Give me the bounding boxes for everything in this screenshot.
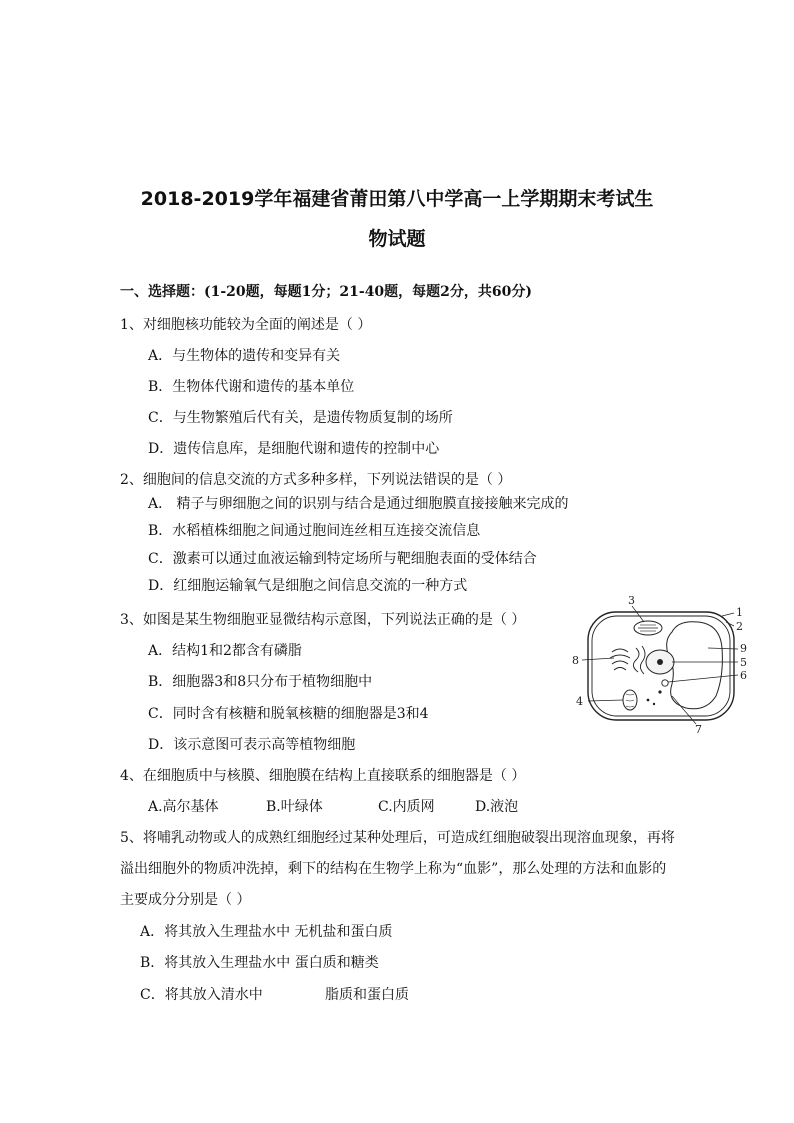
question-4-option-d: D.液泡: [475, 799, 519, 815]
diagram-label-1: 1: [736, 606, 743, 619]
question-2-stem: 2、细胞间的信息交流的方式多种多样，下列说法错误的是（ ）: [120, 472, 512, 488]
question-3-option-c: C．同时含有核糖和脱氧核糖的细胞器是3和4: [148, 706, 429, 722]
section-heading: 一、选择题：(1-20题，每题1分；21-40题，每题2分，共60分): [120, 284, 533, 300]
question-3-option-a: A．结构1和2都含有磷脂: [148, 643, 302, 659]
question-1-option-b: B．生物体代谢和遗传的基本单位: [148, 379, 355, 395]
question-2-option-b: B．水稻植株细胞之间通过胞间连丝相互连接交流信息: [148, 523, 481, 539]
question-5-option-c: C．将其放入清水中 脂质和蛋白质: [140, 987, 410, 1003]
question-5-stem-line-2: 溢出细胞外的物质冲洗掉，剩下的结构在生物学上称为“血影”，那么处理的方法和血影的: [120, 861, 667, 877]
question-5-option-a: A．将其放入生理盐水中 无机盐和蛋白质: [140, 924, 393, 940]
question-1-option-c: C．与生物繁殖后代有关，是遗传物质复制的场所: [148, 410, 453, 426]
question-4-option-c: C.内质网: [378, 799, 435, 815]
diagram-label-9: 9: [740, 642, 747, 655]
diagram-label-6: 6: [740, 669, 747, 682]
question-3-option-d: D．该示意图可表示高等植物细胞: [148, 737, 356, 753]
diagram-label-8: 8: [572, 654, 579, 667]
question-3-stem: 3、如图是某生物细胞亚显微结构示意图，下列说法正确的是（ ）: [120, 612, 526, 628]
question-2-option-a: A． 精子与卵细胞之间的识别与结合是通过细胞膜直接接触来完成的: [148, 496, 569, 512]
endoplasmic-reticulum: [633, 646, 645, 674]
question-5-stem-line-1: 5、将哺乳动物或人的成熟红细胞经过某种处理后，可造成红细胞破裂出现溶血现象，再将: [120, 830, 675, 846]
question-1-stem: 1、对细胞核功能较为全面的阐述是（ ）: [120, 317, 372, 333]
diagram-label-4: 4: [576, 695, 583, 708]
question-5-stem-line-3: 主要成分分别是（ ）: [120, 892, 251, 908]
centrosome: [662, 680, 668, 686]
question-4-stem: 4、在细胞质中与核膜、细胞膜在结构上直接联系的细胞器是（ ）: [120, 768, 526, 784]
question-4-option-b: B.叶绿体: [266, 799, 323, 815]
question-4-options: [148, 796, 518, 816]
question-1-option-d: D．遗传信息库，是细胞代谢和遗传的控制中心: [148, 441, 440, 457]
page-title-line-1: 2018-2019学年福建省莆田第八中学高一上学期期末考试生: [140, 188, 654, 210]
golgi: [610, 649, 630, 670]
cell-structure-diagram: [568, 592, 758, 738]
question-4-option-a: A.高尔基体: [148, 799, 219, 815]
question-5-option-b: B．将其放入生理盐水中 蛋白质和糖类: [140, 955, 379, 971]
diagram-label-2: 2: [736, 620, 743, 633]
vacuole: [667, 622, 723, 709]
diagram-label-7: 7: [695, 723, 702, 736]
question-2-option-c: C．激素可以通过血液运输到特定场所与靶细胞表面的受体结合: [148, 551, 537, 567]
diagram-label-3: 3: [628, 594, 635, 607]
nucleolus: [657, 659, 663, 665]
question-2-option-d: D．红细胞运输氧气是细胞之间信息交流的一种方式: [148, 578, 468, 594]
diagram-label-5: 5: [740, 656, 747, 669]
question-1-option-a: A．与生物体的遗传和变异有关: [148, 348, 341, 364]
question-3-option-b: B．细胞器3和8只分布于植物细胞中: [148, 674, 373, 690]
page-title-line-2: 物试题: [368, 228, 426, 250]
